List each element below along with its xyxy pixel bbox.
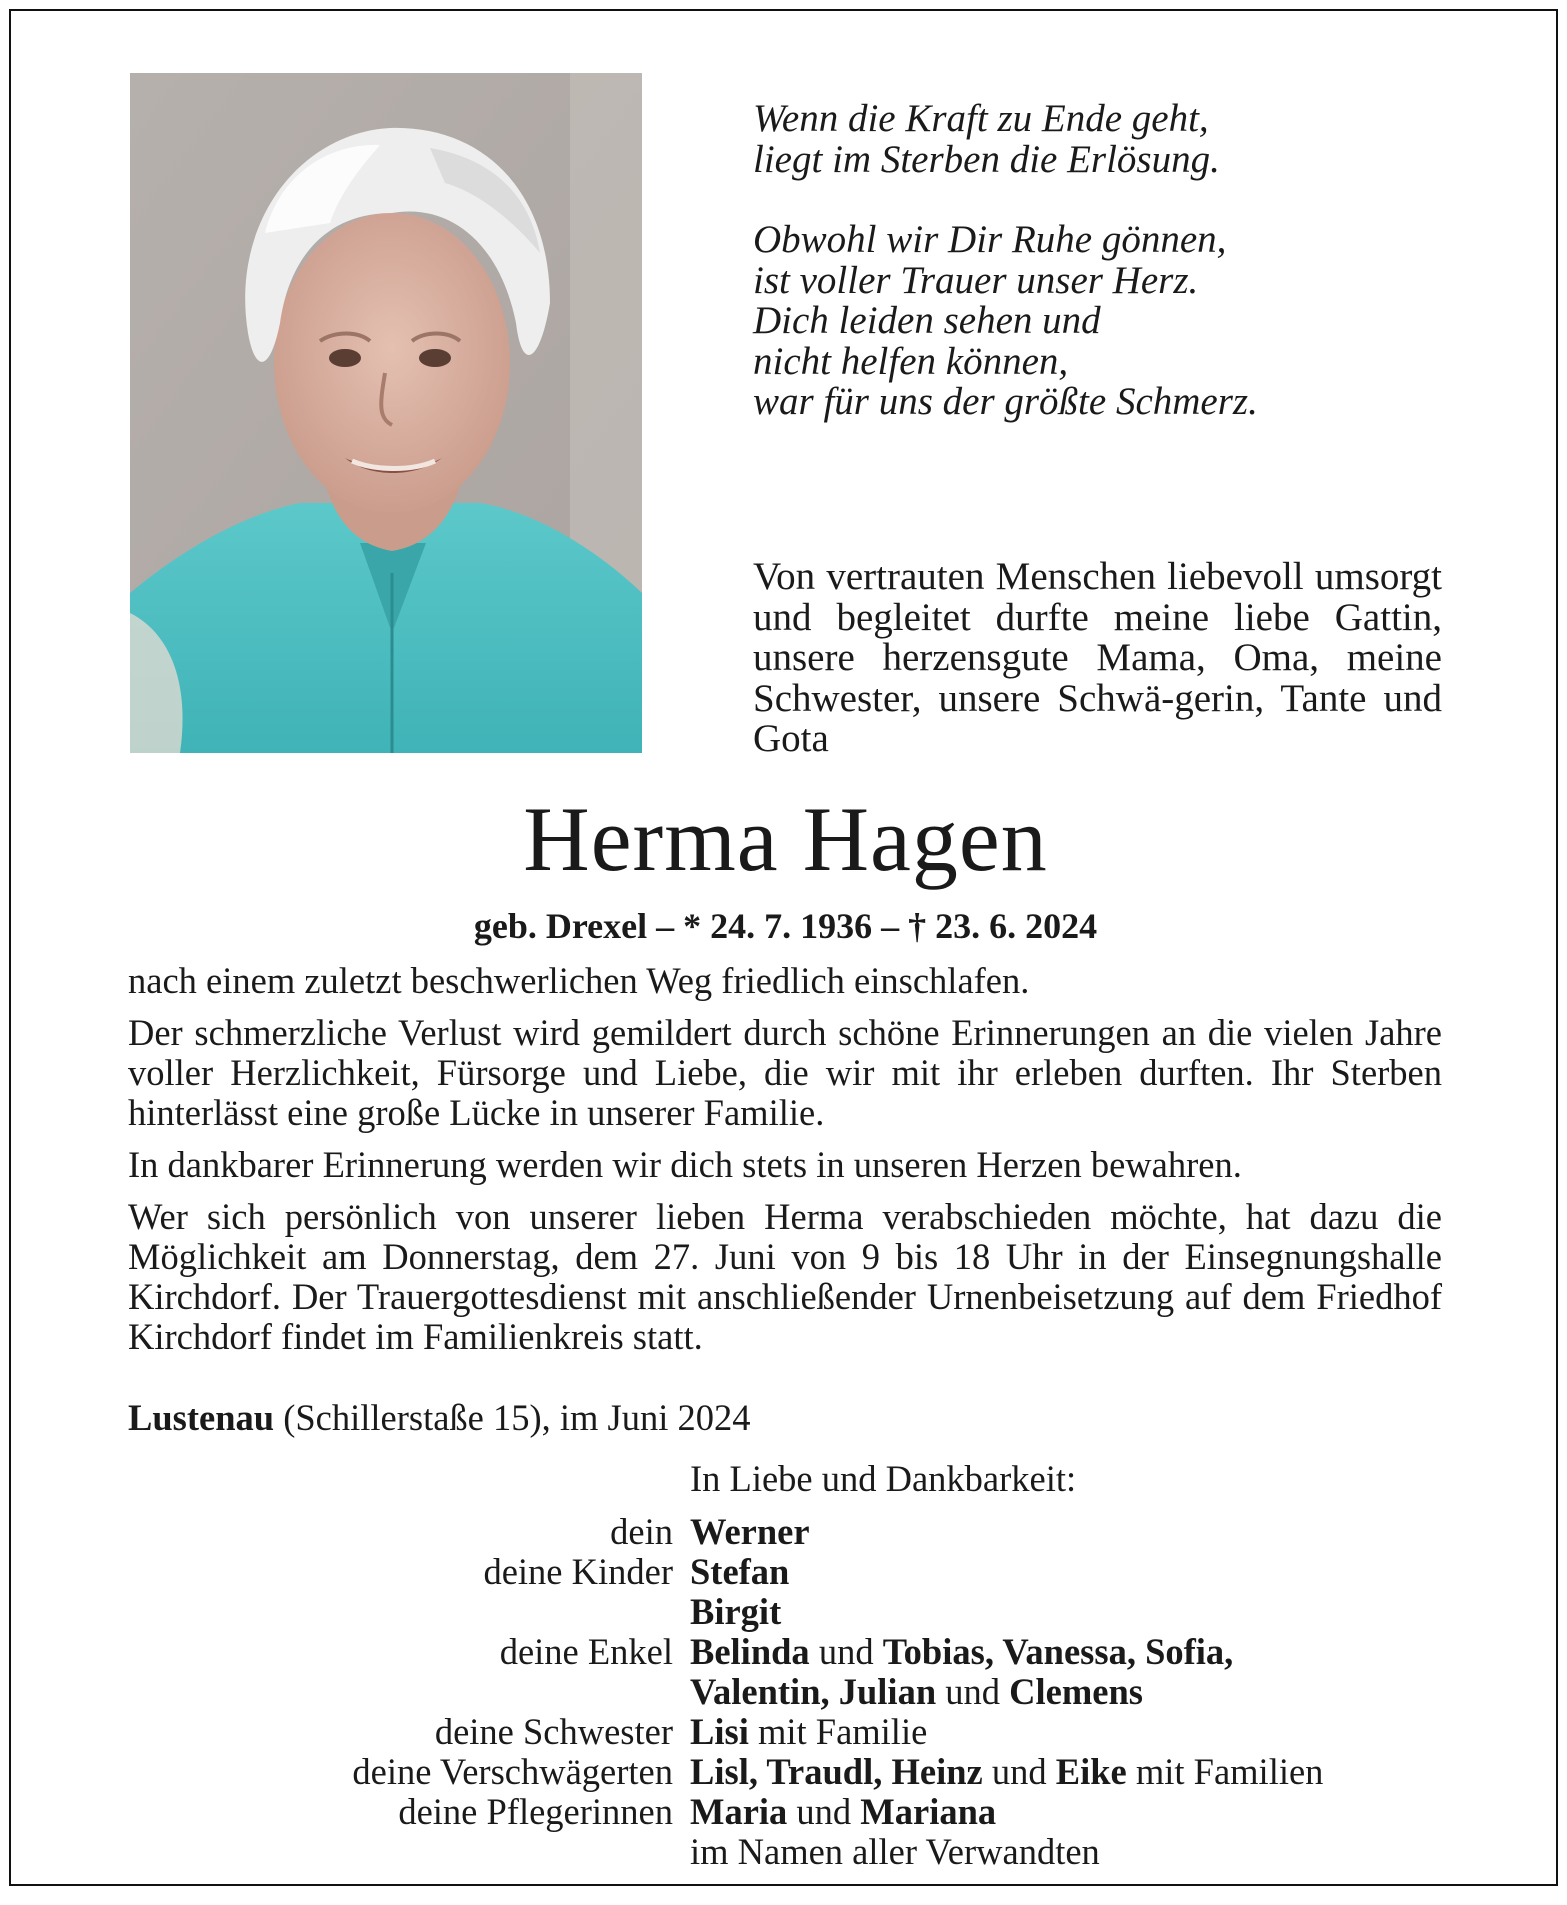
- deceased-name: Herma Hagen: [523, 788, 1048, 890]
- mourner-names: [690, 1512, 1468, 1552]
- mourner-relation: dein: [610, 1511, 673, 1552]
- mourner-name-part: Tobias, Vanessa, Sofia,: [882, 1631, 1234, 1672]
- mourner-row: [128, 1752, 1468, 1792]
- body-paragraph: Der schmerzliche Verlust wird gemildert durch schöne Erinnerungen an die vielen Jahre voller Herzlichkeit, Fürsorge und Liebe, die wir mit ihr erleben durften. Ihr Sterben hinterlässt eine große Lücke in unserer Familie.: [128, 1012, 1442, 1133]
- poem-stanza: [753, 99, 1453, 180]
- body-paragraph: Wer sich persönlich von unserer lieben Herma verabschieden möchte, hat dazu die Möglichkeit am Donnerstag, dem 27. Juni von 9 bis 18 Uhr in der Einsegnungshalle Kirchdorf. Der Trauergottesdienst mit anschließender Urnenbeisetzung auf dem Friedhof Kirchdorf findet im Familienkreis statt.: [128, 1196, 1442, 1357]
- portrait-photo: [130, 73, 642, 753]
- mourner-names: [690, 1552, 1468, 1592]
- signature-intro: In Liebe und Dankbarkeit:: [690, 1458, 1077, 1499]
- mourner-names: [690, 1712, 1468, 1752]
- mourner-name-part: und: [936, 1671, 1010, 1712]
- place-details: (Schillerstaße 15), im Juni 2024: [274, 1397, 751, 1438]
- mourner-name-part: Valentin, Julian: [690, 1671, 937, 1712]
- mourner-row: [128, 1592, 1468, 1632]
- poem-line: nicht helfen können,: [753, 339, 1069, 383]
- body-paragraph: nach einem zuletzt beschwerlichen Weg friedlich einschlafen.: [128, 960, 1030, 1001]
- mourner-names: [690, 1832, 1468, 1872]
- portrait-illustration: [130, 73, 642, 753]
- mourner-name-part: Maria: [690, 1791, 788, 1832]
- mourner-relation: deine Verschwägerten: [352, 1751, 673, 1792]
- mourner-name-part: und: [787, 1791, 861, 1832]
- poem-stanza: [753, 220, 1453, 423]
- poem-line: Dich leiden sehen und: [753, 299, 1101, 342]
- mourner-relation: [128, 1832, 690, 1872]
- mourner-name-part: und: [982, 1751, 1056, 1792]
- mourner-relation: [128, 1672, 690, 1712]
- intro-text: Von vertrauten Menschen liebevoll umsorgt und begleitet durfte meine liebe Gattin, unsere herzensgute Mama, Oma, meine Schwester, unsere Schwä-gerin, Tante und Gota: [753, 555, 1442, 760]
- mourner-name-part: mit Familien: [1126, 1751, 1324, 1792]
- mourner-name-part: Eike: [1055, 1751, 1127, 1792]
- place-city: Lustenau: [128, 1397, 275, 1438]
- obituary-notice: [9, 9, 1558, 1886]
- birth-death-dates: geb. Drexel – * 24. 7. 1936 – † 23. 6. 2024: [473, 906, 1098, 946]
- mourner-relation: deine Kinder: [483, 1551, 673, 1592]
- poem: [753, 99, 1453, 463]
- mourner-names: [690, 1592, 1468, 1632]
- mourner-names: [690, 1672, 1468, 1712]
- mourner-row: [128, 1792, 1468, 1832]
- mourner-row: [128, 1552, 1468, 1592]
- mourner-name-part: Clemens: [1009, 1671, 1143, 1712]
- mourner-name-part: Werner: [690, 1511, 810, 1552]
- poem-line: liegt im Sterben die Erlösung.: [753, 137, 1220, 181]
- mourner-names: [690, 1632, 1468, 1672]
- mourner-name-part: Lisl, Traudl, Heinz: [690, 1751, 983, 1792]
- mourner-name-part: Lisi: [690, 1711, 749, 1752]
- mourner-row: [128, 1712, 1468, 1752]
- mourner-name-part: Stefan: [690, 1551, 790, 1592]
- mourner-relation: deine Pflegerinnen: [398, 1791, 673, 1832]
- mourner-relation: deine Enkel: [499, 1631, 673, 1672]
- body-paragraph: In dankbarer Erinnerung werden wir dich stets in unseren Herzen bewahren.: [128, 1144, 1242, 1185]
- mourner-row: [128, 1632, 1468, 1672]
- poem-line: Obwohl wir Dir Ruhe gönnen,: [753, 218, 1227, 261]
- obituary-body: [128, 961, 1442, 1369]
- mourner-name-part: Mariana: [860, 1791, 997, 1832]
- mourner-name-part: mit Familie: [748, 1711, 928, 1752]
- mourner-row: [128, 1672, 1468, 1712]
- mourner-name-part: Belinda: [690, 1631, 810, 1672]
- mourner-row: [128, 1832, 1468, 1872]
- poem-line: ist voller Trauer unser Herz.: [753, 258, 1199, 302]
- mourner-name-part: im Namen aller Verwandten: [690, 1831, 1100, 1872]
- mourner-names: [690, 1752, 1468, 1792]
- poem-line: war für uns der größte Schmerz.: [753, 380, 1258, 423]
- mourner-row: [128, 1512, 1468, 1552]
- mourner-relation: deine Schwester: [434, 1711, 673, 1752]
- mourner-name-part: Birgit: [690, 1591, 782, 1632]
- mourners-list: [128, 1512, 1468, 1872]
- mourner-relation: [128, 1592, 690, 1632]
- mourner-names: [690, 1792, 1468, 1832]
- poem-line: Wenn die Kraft zu Ende geht,: [753, 97, 1209, 140]
- mourner-name-part: und: [809, 1631, 883, 1672]
- place-and-date: [128, 1398, 751, 1438]
